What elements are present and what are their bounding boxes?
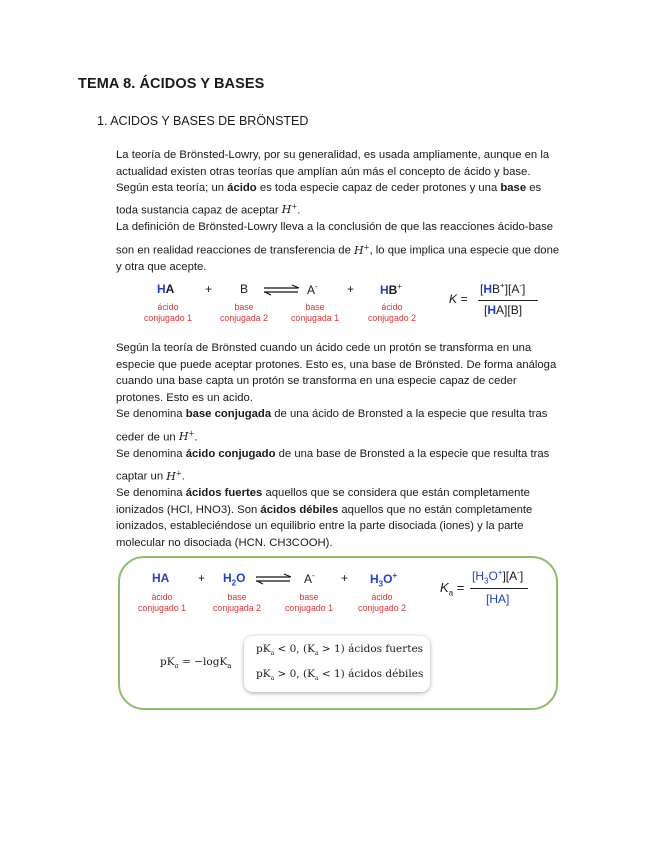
section-heading: 1. ACIDOS Y BASES DE BRÖNSTED <box>97 114 309 128</box>
term-base-conjugada: base conjugada <box>185 408 272 420</box>
text-line: toda sustancia capaz de aceptar H+. <box>116 202 301 217</box>
species-h2o: $H_2O$ <box>223 571 246 588</box>
text-line: actualidad existen otras teorías que amplían aún más el concepto de ácido y base. <box>116 165 531 178</box>
k-denominator: [HA][B] <box>484 303 523 317</box>
intro-paragraph <box>116 147 586 276</box>
term-acido-conjugado: ácido conjugado <box>185 447 276 460</box>
plus-sign: + <box>341 571 349 585</box>
text-line: son en realidad reacciones de transferencia de H+, lo que implica una especie que done <box>116 243 560 257</box>
equilibrium-arrow-icon <box>262 284 302 296</box>
h-plus-symbol: H+ <box>166 469 182 483</box>
text-line: Según la teoría de Brönsted cuando un ácido cede un protón se transforma en una <box>116 342 532 354</box>
species-hb-plus: HB+ <box>380 282 403 297</box>
fraction-line <box>470 588 528 589</box>
text-line: Se denomina ácidos fuertes aquellos que se considera que están completamente <box>116 487 530 500</box>
ka-denominator: [HA] <box>486 592 510 606</box>
text-line: ceder de un H+. <box>116 429 198 444</box>
species-ha: HA <box>157 282 175 296</box>
label-base-conj-2: base conjugada 2 <box>220 302 268 323</box>
label-acid-conj-1: ácido conjugado 1 <box>144 302 192 323</box>
text-line: La teoría de Brönsted-Lowry, por su generalidad, es usada ampliamente, aunque en la <box>116 149 550 161</box>
k-label: K = <box>449 292 468 306</box>
text-line: especie que puede aceptar protones. Esto es, una base de Brönsted. De forma análoga <box>116 358 557 371</box>
explanation-paragraph <box>116 340 586 551</box>
species-h3o-plus: $H_3O^+$ <box>370 571 398 589</box>
text-line: y otra que acepte. <box>116 261 207 274</box>
species-a-minus: A- <box>304 571 315 586</box>
pka-definition: $pK_a = -\log K_a$ <box>160 656 232 671</box>
label-acid-conj-2: ácido conjugado 2 <box>358 592 406 613</box>
species-a-minus: A- <box>307 282 318 297</box>
species-b: B <box>240 282 249 296</box>
h-plus-symbol: H+ <box>281 202 298 217</box>
rule-strong-acids: $pK_a < 0$, $(K_a > 1)$ ácidos fuertes <box>256 643 424 658</box>
h-plus-symbol: H+ <box>354 243 370 257</box>
term-acid: ácido <box>227 182 257 194</box>
text-line: captar un H+. <box>116 469 185 483</box>
term-acidos-fuertes: ácidos fuertes <box>185 487 263 500</box>
text-line: cuando una base capta un protón se transforma en una especie capaz de ceder <box>116 375 517 387</box>
page-title: TEMA 8. ÁCIDOS Y BASES <box>78 76 265 92</box>
text-line: ionizados (HCl, HNO3). Son ácidos débiles aquellos que no están completamente <box>116 503 533 516</box>
k-numerator: [HB+][A-] <box>480 281 526 296</box>
term-base: base <box>500 182 527 194</box>
ka-label: $K_a$ = <box>440 580 465 598</box>
ka-numerator: $[H_3O^+][A^-]$ <box>472 568 524 586</box>
term-acidos-debiles: ácidos débiles <box>260 503 339 516</box>
label-acid-conj-1: ácido conjugado 1 <box>138 592 186 613</box>
text-line: La definición de Brönsted-Lowry lleva a la conclusión de que las reacciones ácido-base <box>116 220 554 233</box>
plus-sign: + <box>198 571 206 585</box>
label-base-conj-1: base conjugado 1 <box>285 592 333 613</box>
label-acid-conj-2: ácido conjugado 2 <box>368 302 416 323</box>
text-line: Según esta teoría; un ácido es toda especie capaz de ceder protones y una base es <box>116 182 542 194</box>
label-base-conj-2: base conjugada 2 <box>213 592 261 613</box>
rule-weak-acids: $pK_a > 0$, $(K_a < 1)$ ácidos débiles <box>256 668 424 683</box>
equilibrium-arrow-icon <box>254 573 294 585</box>
plus-sign: + <box>347 282 355 296</box>
h-plus-symbol: H+ <box>178 429 195 444</box>
fraction-line <box>478 300 538 301</box>
text-line: protones. Esto es un acido. <box>116 391 253 404</box>
plus-sign: + <box>205 282 213 296</box>
text-line: Se denomina ácido conjugado de una base de Bronsted a la especie que resulta tras <box>116 447 550 460</box>
text-line: ionizados, estableciéndose un equilibrio entre la parte disociada (iones) y la parte <box>116 520 524 533</box>
text-line: Se denomina base conjugada de una ácido de Bronsted a la especie que resulta tras <box>116 408 548 420</box>
label-base-conj-1: base conjugada 1 <box>291 302 339 323</box>
text-line: molecular no disociada (HCN. CH3COOH). <box>116 536 333 549</box>
species-ha: HA <box>152 571 170 585</box>
